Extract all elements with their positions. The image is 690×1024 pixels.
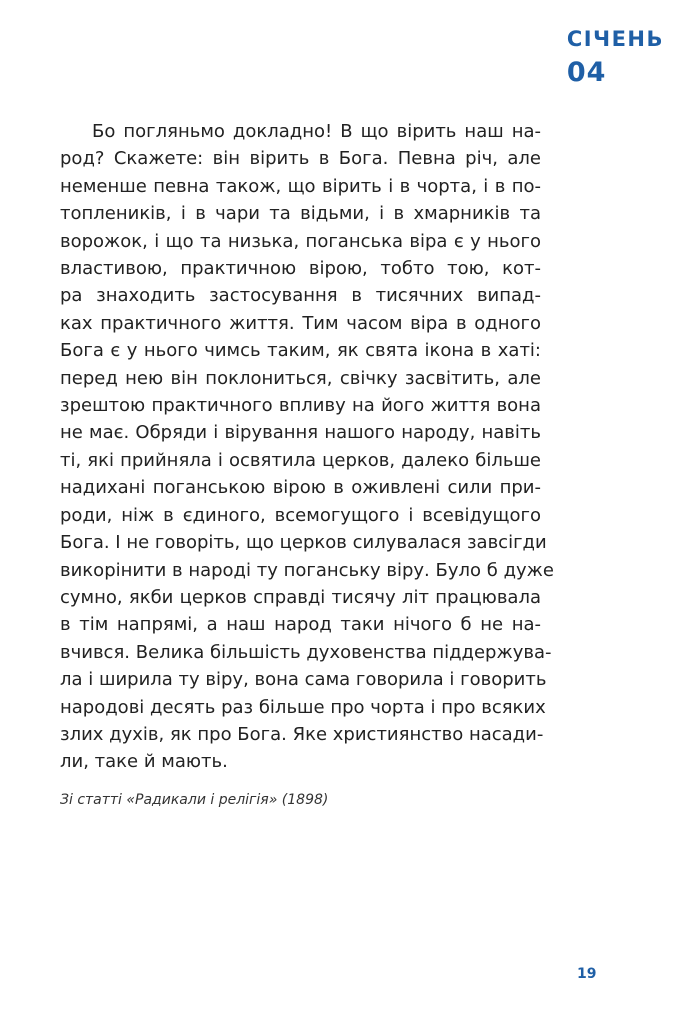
paragraph-line: неменше певна також, що вірить і в чорта, і в по-: [60, 175, 541, 197]
paragraph-line: перед нею він поклониться, свічку засвітить, але: [60, 367, 541, 389]
paragraph-line: злих духів, як про Бога. Яке християнство насади-: [60, 723, 544, 745]
paragraph-line: ті, які прийняла і освятила церков, далеко більше: [60, 449, 541, 471]
paragraph-line: ра знаходить застосування в тисячних випад-: [60, 285, 541, 307]
paragraph-line: зрештою практичного впливу на його життя вона: [60, 395, 541, 417]
paragraph-line: властивою, практичною вірою, тобто тою, кот-: [60, 258, 541, 280]
month-label: СІЧЕНЬ: [566, 27, 664, 51]
date-header: [567, 26, 664, 90]
paragraph-line: викорінити в народі ту поганську віру. Було б дуже: [60, 559, 554, 581]
paragraph-line: в тім напрямі, а наш народ таки нічого б не на-: [60, 614, 541, 636]
day-number: 04: [566, 57, 607, 88]
page-number: 19: [577, 966, 597, 982]
paragraph-line: роди, ніж в єдиного, всемогущого і всевідущого: [60, 504, 541, 526]
paragraph-line: ворожок, і що та низька, поганська віра є у нього: [60, 230, 541, 252]
paragraph-line: Бога. І не говоріть, що церков силувалася завсігди: [60, 532, 547, 554]
paragraph-line: топлеників, і в чари та відьми, і в хмарників та: [60, 203, 541, 225]
paragraph-line: надихані поганською вірою в оживлені сили при-: [60, 477, 541, 499]
paragraph-line: ли, таке й мають.: [60, 751, 228, 773]
paragraph-line: народові десять раз більше про чорта і про всяких: [60, 696, 546, 718]
source-citation: Зі статті «Радикали і релігія» (1898): [60, 792, 329, 808]
paragraph-line: сумно, якби церков справді тисячу літ працювала: [60, 586, 541, 608]
quote-paragraph: [60, 118, 554, 776]
paragraph-line: род? Скажете: він вірить в Бога. Певна річ, але: [60, 148, 541, 170]
paragraph-line: вчився. Велика більшість духовенства піддержува-: [60, 641, 552, 663]
paragraph-line: Бога є у нього чимсь таким, як свята ікона в хаті:: [60, 340, 541, 362]
paragraph-line: ках практичного життя. Тим часом віра в одного: [60, 312, 541, 334]
paragraph-line: Бо погляньмо докладно! В що вірить наш на-: [92, 121, 541, 142]
paragraph-line: не має. Обряди і вірування нашого народу, навіть: [60, 422, 541, 444]
paragraph-line: ла і ширила ту віру, вона сама говорила і говорить: [60, 669, 547, 691]
